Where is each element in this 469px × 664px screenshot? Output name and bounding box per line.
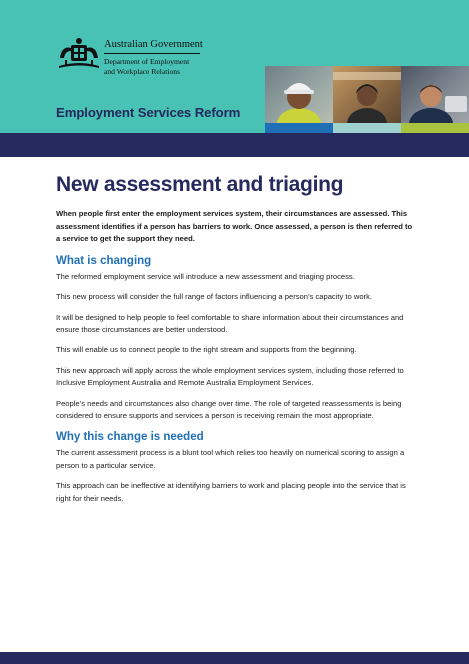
accent-strip-light-teal [333, 123, 401, 133]
footer-navy-band [0, 652, 469, 664]
accent-strip-blue [265, 123, 333, 133]
intro-paragraph: When people first enter the employment services system, their circumstances are assessed. This assessment identifies if a person has barriers to work. Once assessed, a person is then referred to a service to get the support they need. [56, 209, 413, 244]
accent-strip-green [401, 123, 469, 133]
section-heading-what-is-changing: What is changing [56, 254, 152, 267]
government-logo-text [104, 39, 214, 76]
page-title: New assessment and triaging [56, 173, 344, 196]
government-name: Australian Government [104, 39, 203, 50]
department-name-line-1: Department of Employment [104, 57, 190, 66]
department-name-line-2: and Workplace Relations [104, 66, 181, 76]
program-title: Employment Services Reform [56, 105, 241, 120]
header-band [0, 0, 469, 133]
paragraph: It will be designed to help people to feel comfortable to share information about their circumstances and ensure those circumstances are better understood. [56, 312, 404, 334]
header-navy-band [0, 133, 469, 157]
paragraph: This will enable us to connect people to the right stream and supports from the beginning. [56, 345, 357, 355]
paragraph: People’s needs and circumstances also change over time. The role of targeted reassessments is being considered to ensure supports and services a person is receiving remain the most appropriate. [56, 398, 402, 421]
paragraph: The current assessment process is a blunt tool which relies too heavily on numerical scoring to assign a person to a particular service. [56, 448, 405, 470]
coat-of-arms-icon [57, 36, 101, 72]
logo-divider [104, 53, 200, 54]
paragraph: This new approach will apply across the whole employment services system, including those referred to Inclusive Employment Australia and Remote Australia Employment Services. [56, 365, 404, 388]
paragraph: The reformed employment service will introduce a new assessment and triaging process. [56, 271, 355, 281]
document-body [56, 172, 416, 505]
header-photo-strip [265, 66, 469, 133]
section-heading-why-this-change-is-needed: Why this change is needed [56, 431, 204, 444]
paragraph: This approach can be ineffective at identifying barriers to work and placing people into the service that is right for their needs. [56, 481, 406, 503]
worker-photo-3 [401, 66, 469, 123]
worker-photo-1 [265, 66, 333, 123]
worker-photo-2 [333, 66, 401, 123]
paragraph: This new process will consider the full range of factors influencing a person’s capacity to work. [56, 292, 372, 302]
